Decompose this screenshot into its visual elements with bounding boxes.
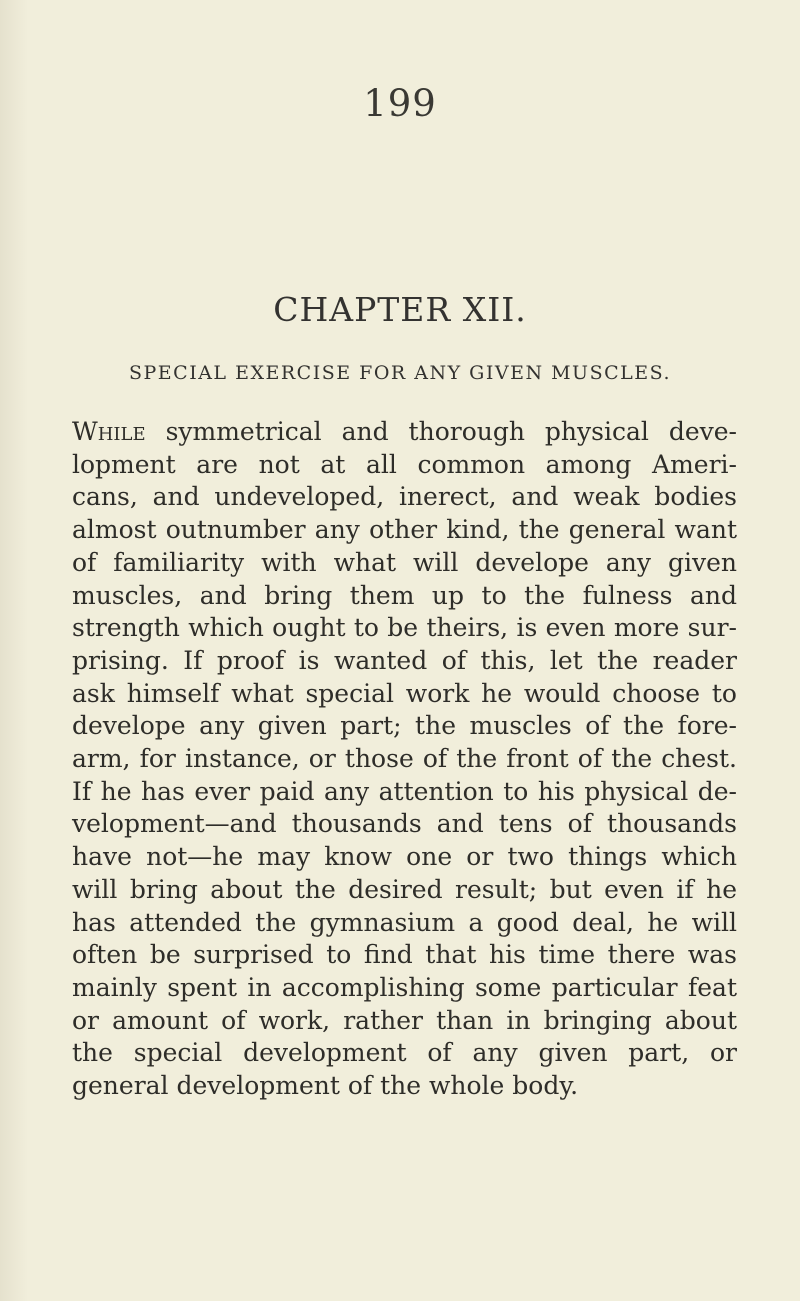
- text-line: has attended the gymnasium a good deal, he will: [72, 907, 737, 937]
- text-line: often be surprised to find that his time there was: [72, 940, 737, 970]
- text-line: If he has ever paid any attention to his physical de-: [72, 776, 737, 806]
- page-number: 199: [363, 82, 437, 125]
- text-line: lopment are not at all common among Ameri-: [72, 449, 737, 479]
- text-line: the special development of any given part, or: [72, 1038, 737, 1068]
- first-word: While: [72, 417, 146, 446]
- chapter-subtitle: SPECIAL EXERCISE FOR ANY GIVEN MUSCLES.: [129, 362, 671, 384]
- text-line: arm, for instance, or those of the front of the chest.: [72, 744, 737, 774]
- text-line: muscles, and bring them up to the fulness and: [72, 580, 737, 610]
- text-line: mainly spent in accomplishing some particular feat: [72, 972, 737, 1002]
- text-line: velopment—and thousands and tens of thousands: [72, 809, 737, 839]
- text-line: almost outnumber any other kind, the general want: [72, 515, 737, 545]
- text-line: of familiarity with what will develope any given: [72, 547, 737, 577]
- text-line: or amount of work, rather than in bringing about: [72, 1005, 737, 1035]
- text-line: general development of the whole body.: [72, 1071, 579, 1101]
- text-line: have not—he may know one or two things which: [72, 842, 737, 872]
- text-line: [72, 416, 737, 449]
- chapter-title: CHAPTER XII.: [273, 290, 527, 329]
- text-line: will bring about the desired result; but even if he: [72, 874, 737, 904]
- text-line: prising. If proof is wanted of this, let the reader: [72, 645, 737, 675]
- body-paragraph: [72, 416, 737, 1103]
- text-line: ask himself what special work he would choose to: [72, 678, 737, 708]
- text-line: cans, and undeveloped, inerect, and weak bodies: [72, 482, 737, 512]
- text-line-content: symmetrical and thorough physical deve-: [145, 417, 737, 446]
- text-line: strength which ought to be theirs, is even more sur-: [72, 613, 737, 643]
- text-line: develope any given part; the muscles of the fore-: [72, 711, 737, 741]
